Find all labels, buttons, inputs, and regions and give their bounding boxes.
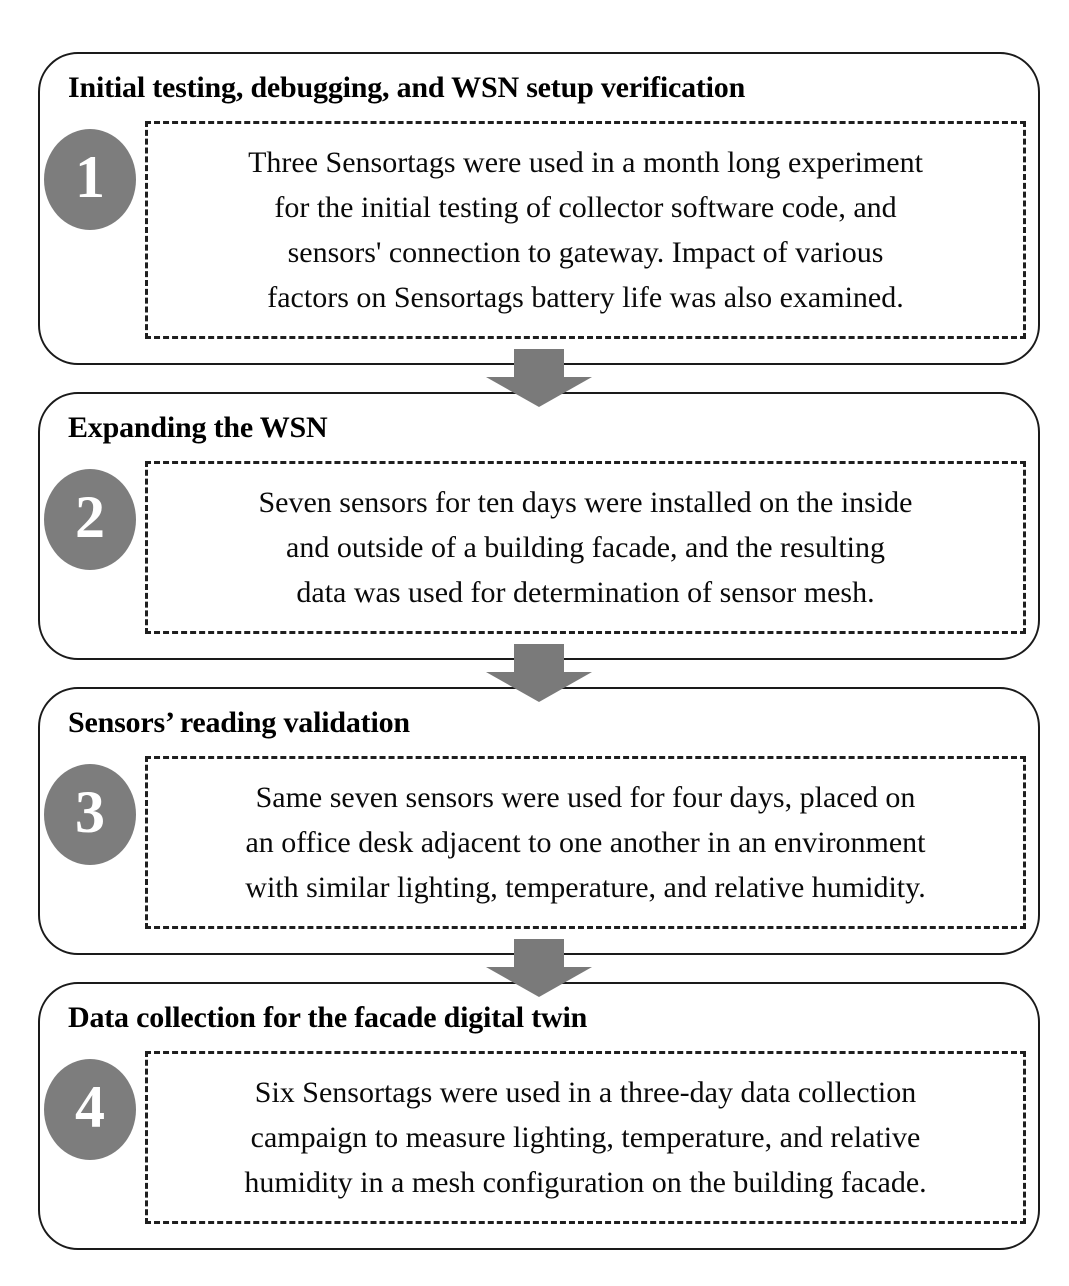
stage-4 [38, 982, 1040, 1250]
stage-3-description: Same seven sensors were used for four days, placed on an office desk adjacent to one another in an environment with similar lighting, temperature, and relative humidity. [245, 781, 926, 904]
down-arrow-shaft [514, 644, 564, 672]
stage-2-number: 2 [75, 484, 105, 550]
stage-2-content [40, 461, 1026, 634]
stage-1 [38, 52, 1040, 365]
down-arrow-icon [486, 939, 592, 997]
stage-4-number-badge [44, 1059, 136, 1160]
stage-4-content [40, 1051, 1026, 1224]
stage-3-description-box [145, 756, 1026, 929]
stage-2-description: Seven sensors for ten days were installed on the inside and outside of a building facade, and the resulting data was used for determination of sensor mesh. [258, 486, 913, 609]
connector-2 [38, 660, 1040, 687]
down-arrow-icon [486, 644, 592, 702]
stage-2 [38, 392, 1040, 660]
down-arrow-icon [486, 349, 592, 407]
stage-4-title: Data collection for the facade digital twin [68, 1001, 588, 1034]
down-arrow-head [486, 967, 592, 997]
stage-3-number-badge [44, 764, 136, 865]
stage-4-description-box [145, 1051, 1026, 1224]
connector-3 [38, 955, 1040, 982]
stage-3 [38, 687, 1040, 955]
stage-2-title: Expanding the WSN [68, 411, 328, 444]
connector-1 [38, 365, 1040, 392]
stage-2-description-box [145, 461, 1026, 634]
down-arrow-head [486, 672, 592, 702]
stage-3-number: 3 [75, 779, 105, 845]
stage-4-number: 4 [75, 1074, 105, 1140]
stage-1-number: 1 [75, 144, 105, 210]
stage-1-description-box [145, 121, 1026, 339]
stage-1-number-badge [44, 129, 136, 230]
stage-3-content [40, 756, 1026, 929]
stage-1-title: Initial testing, debugging, and WSN setup verification [68, 71, 746, 104]
down-arrow-head [486, 377, 592, 407]
stage-3-title: Sensors’ reading validation [68, 706, 410, 739]
stage-2-number-badge [44, 469, 136, 570]
stage-1-description: Three Sensortags were used in a month long experiment for the initial testing of collector software code, and sensors' connection to gateway. Impact of various factors on Sensortags battery life was also examined. [248, 146, 923, 314]
stage-4-description: Six Sensortags were used in a three-day data collection campaign to measure lighting, temperature, and relative humidity in a mesh configuration on the building facade. [244, 1076, 927, 1199]
down-arrow-shaft [514, 939, 564, 967]
stage-1-content [40, 121, 1026, 339]
down-arrow-shaft [514, 349, 564, 377]
